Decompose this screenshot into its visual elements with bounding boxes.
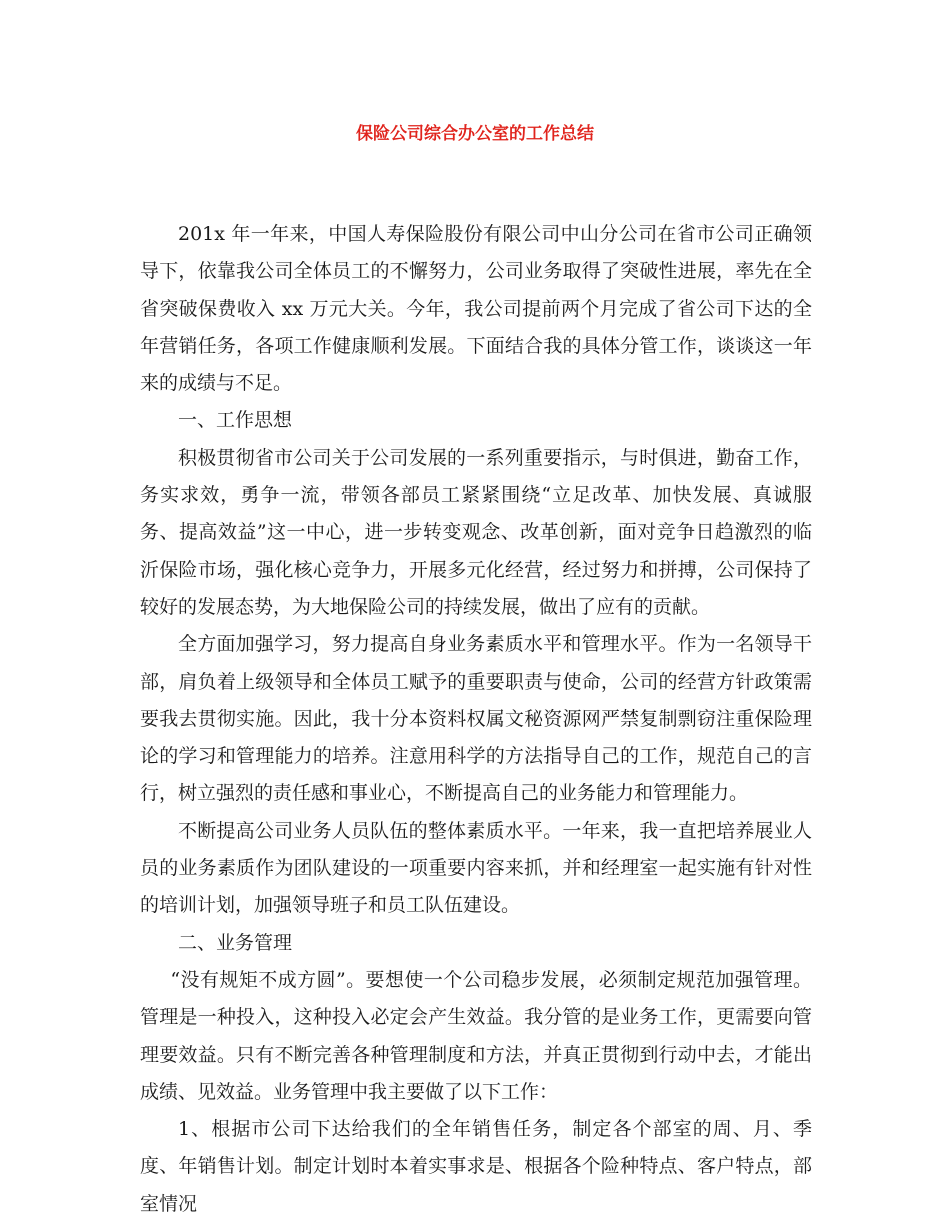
paragraph-study: 全方面加强学习，努力提高自身业务素质水平和管理水平。作为一名领导干部，肩负着上级领导和全体员工赋予的重要职责与使命，公司的经营方针政策需要我去贯彻实施。因此，我十分本资料权属文秘资源网严禁复制剽窃注重保险理论的学习和管理能力的培养。注意用科学的方法指导自己的工作，规范自己的言行，树立强烈的责任感和事业心，不断提高自己的业务能力和管理能力。 [140,633,812,805]
document-title: 保险公司综合办公室的工作总结 [356,124,594,144]
paragraph-intro: 201x 年一年来，中国人寿保险股份有限公司中山分公司在省市公司正确领导下，依靠我公司全体员工的不懈努力，公司业务取得了突破性进展，率先在全省突破保费收入 xx 万元大关。今年，我公司提前两个月完成了省公司下达的全年营销任务，各项工作健康顺利发展。下面结合我的具体分管工作，谈谈这一年来的成绩与不足。 [140,223,812,395]
section-heading-business-management: 二、业务管理 [178,931,293,954]
paragraph-team-quality: 不断提高公司业务人员队伍的整体素质水平。一年来，我一直把培养展业人员的业务素质作为团队建设的一项重要内容来抓，并和经理室一起实施有针对性的培训计划，加强领导班子和员工队伍建设。 [140,819,812,917]
paragraph-rules: “没有规矩不成方圆”。要想使一个公司稳步发展，必须制定规范加强管理。管理是一种投入，这种投入必定会产生效益。我分管的是业务工作，更需要向管理要效益。只有不断完善各种管理制度和方法，并真正贯彻到行动中去，才能出成绩、见效益。业务管理中我主要做了以下工作： [140,968,812,1103]
paragraph-work-thinking: 积极贯彻省市公司关于公司发展的一系列重要指示，与时俱进，勤奋工作，务实求效，勇争一流，带领各部员工紧紧围绕“立足改革、加快发展、真诚服务、提高效益”这一中心，进一步转变观念、改革创新，面对竞争日趋激烈的临沂保险市场，强化核心竞争力，开展多元化经营，经过努力和拼搏，公司保持了较好的发展态势，为大地保险公司的持续发展，做出了应有的贡献。 [140,446,812,618]
section-heading-work-thinking: 一、工作思想 [178,409,293,432]
document-body [140,216,812,1223]
paragraph-sales-plan: 1、根据市公司下达给我们的全年销售任务，制定各个部室的周、月、季度、年销售计划。制定计划时本着实事求是、根据各个险种特点、客户特点，部室情况 [140,1118,812,1215]
